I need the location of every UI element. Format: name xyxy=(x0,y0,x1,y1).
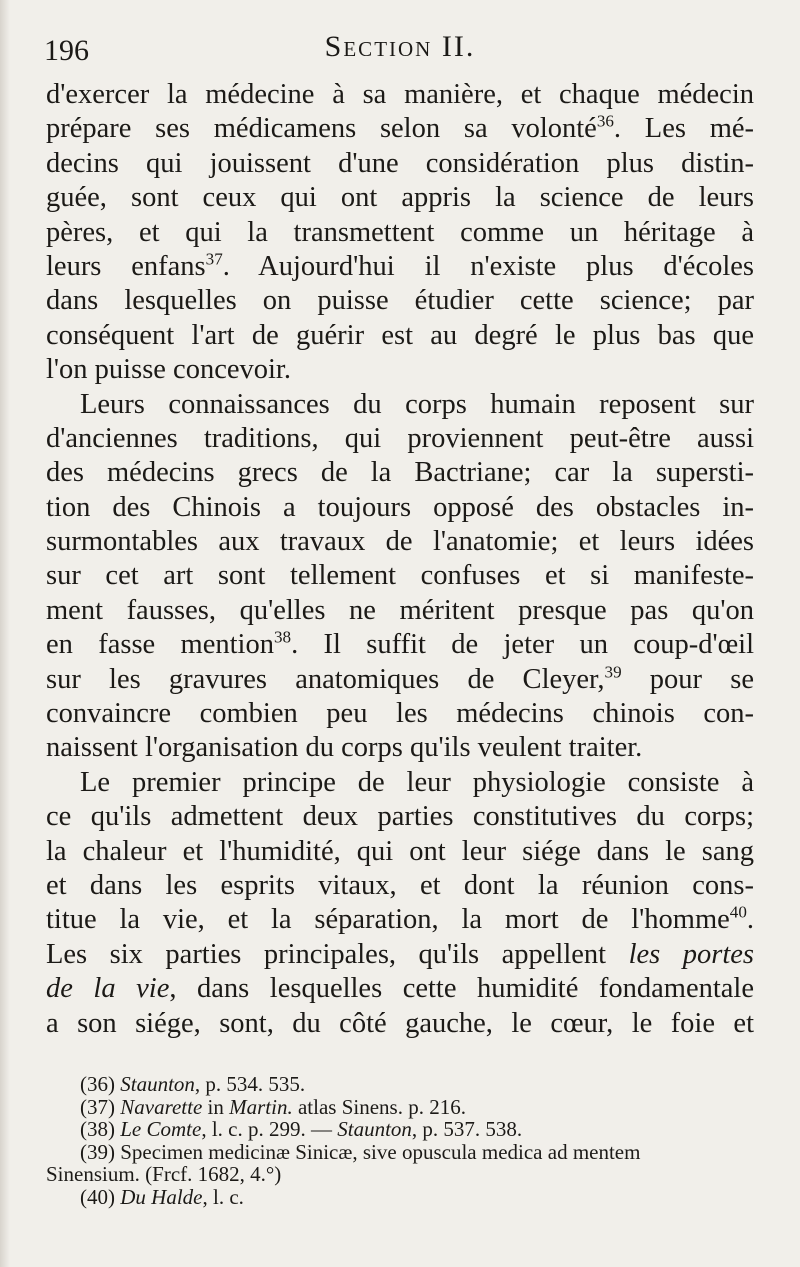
page-edge-shadow xyxy=(0,0,10,1267)
line-text: ce qu'ils admettent deux parties constitutives du corps; xyxy=(46,801,754,833)
text-line xyxy=(46,216,754,250)
line-text: . Les mé- xyxy=(613,113,754,145)
footnote-author: Staunton xyxy=(337,1117,412,1141)
footnote-number: (36) xyxy=(80,1072,121,1096)
text-line xyxy=(46,972,754,1006)
line-text: d'exercer la médecine à sa manière, et chaque médecin xyxy=(46,79,754,110)
text-line xyxy=(46,284,754,318)
line-text: ment fausses, qu'elles ne méritent presque pas qu'on xyxy=(46,594,754,626)
footnote-text: , p. 534. 535. xyxy=(194,1072,306,1096)
line-text: a son siége, sont, du côté gauche, le cœur, le foie et xyxy=(46,1007,754,1039)
footnote-text: Sinensium. (Frcf. 1682, 4.°) xyxy=(46,1162,282,1186)
line-text: Leurs connaissances du corps humain reposent sur xyxy=(80,388,754,420)
page-number: 196 xyxy=(44,34,89,67)
line-text: sur cet art sont tellement confuses et si manifeste- xyxy=(46,560,754,592)
footnote-number: (40) xyxy=(80,1184,121,1209)
footnote-marker: 40 xyxy=(729,903,747,922)
text-line xyxy=(46,456,754,490)
line-text: guée, sont ceux qui ont appris la science de leurs xyxy=(46,182,754,214)
italic-phrase: les portes xyxy=(628,938,754,970)
footnote-marker: 39 xyxy=(604,662,622,682)
footnote-number: (38) xyxy=(80,1117,121,1141)
text-line xyxy=(46,1007,754,1041)
footnote xyxy=(46,1141,758,1164)
footnote xyxy=(46,1118,758,1141)
text-line xyxy=(46,628,754,662)
line-text: tion des Chinois a toujours opposé des obstacles in- xyxy=(46,491,754,523)
footnote-author: Navarette xyxy=(120,1094,203,1119)
text-line xyxy=(46,112,754,146)
line-text: pères, et qui la transmettent comme un héritage à xyxy=(46,216,754,248)
text-line xyxy=(46,353,754,387)
text-line xyxy=(46,525,754,559)
footnote xyxy=(46,1096,758,1119)
text-line xyxy=(46,181,754,215)
running-head: Section II. xyxy=(324,30,476,63)
line-text: naissent l'organisation du corps qu'ils veulent traiter. xyxy=(46,732,643,764)
line-text: conséquent l'art de guérir est au degré le plus bas que xyxy=(46,319,754,351)
line-text: l'on puisse concevoir. xyxy=(46,354,291,386)
text-line xyxy=(46,250,754,284)
line-text: sur les gravures anatomiques de Cleyer, xyxy=(46,663,605,695)
footnote-marker: 36 xyxy=(596,112,614,131)
text-line xyxy=(46,663,754,697)
text-line xyxy=(46,869,754,903)
line-text: dans lesquelles on puisse étudier cette science; par xyxy=(46,285,754,317)
line-text: , dans lesquelles cette humidité fondamentale xyxy=(169,973,754,1005)
footnote xyxy=(46,1163,758,1186)
footnote-text: , l. c. xyxy=(202,1184,244,1209)
footnote-author: Martin. xyxy=(229,1094,293,1119)
line-text: decins qui jouissent d'une considération plus distin- xyxy=(46,147,754,179)
italic-phrase: de la vie xyxy=(46,973,170,1005)
text-line xyxy=(46,422,754,456)
line-text: des médecins grecs de la Bactriane; car la supersti- xyxy=(46,457,754,489)
footnotes xyxy=(46,1073,758,1208)
line-text: Le premier principe de leur physiologie consiste à xyxy=(80,766,754,798)
line-text: . xyxy=(746,904,754,936)
text-line xyxy=(46,938,754,972)
line-text: prépare ses médicamens selon sa volonté xyxy=(46,113,597,145)
footnote-author: Du Halde xyxy=(120,1184,203,1209)
text-line xyxy=(46,903,754,937)
line-text: surmontables aux travaux de l'anatomie; et leurs idées xyxy=(46,526,754,558)
line-text: en fasse mention xyxy=(46,629,274,661)
line-text: . Il suffit de jeter un coup-d'œil xyxy=(291,629,754,661)
line-text: convaincre combien peu les médecins chinois con- xyxy=(46,698,754,730)
text-line xyxy=(46,78,754,112)
line-text: et dans les esprits vitaux, et dont la réunion cons- xyxy=(46,869,754,901)
text-line xyxy=(46,835,754,869)
line-text: titue la vie, et la séparation, la mort de l'homme xyxy=(46,904,730,936)
footnote-marker: 37 xyxy=(205,249,223,269)
line-text: pour se xyxy=(621,663,754,695)
footnote-marker: 38 xyxy=(273,628,292,647)
line-text: leurs enfans xyxy=(46,250,206,282)
text-line xyxy=(46,731,754,765)
text-line xyxy=(46,594,754,628)
footnote-text: , p. 537. 538. xyxy=(411,1117,523,1141)
footnote-text: atlas Sinens. p. 216. xyxy=(292,1094,466,1119)
footnote-text: , l. c. p. 299. — xyxy=(201,1117,338,1141)
footnote-number: (37) xyxy=(80,1094,121,1119)
text-line xyxy=(46,766,754,800)
text-line xyxy=(46,491,754,525)
footnote-number: (39) xyxy=(80,1139,121,1164)
footnote xyxy=(46,1073,758,1096)
line-text: Les six parties principales, qu'ils appellent xyxy=(46,938,629,970)
text-line xyxy=(46,319,754,353)
footnote-author: Staunton xyxy=(120,1072,195,1096)
text-line xyxy=(46,559,754,593)
body-text xyxy=(46,78,754,1041)
text-line xyxy=(46,388,754,422)
line-text: d'anciennes traditions, qui proviennent peut-être aussi xyxy=(46,422,754,454)
footnote xyxy=(46,1186,758,1209)
line-text: la chaleur et l'humidité, qui ont leur siége dans le sang xyxy=(46,835,754,867)
line-text: . Aujourd'hui il n'existe plus d'écoles xyxy=(222,250,754,282)
text-line xyxy=(46,800,754,834)
footnote-text: Specimen medicinæ Sinicæ, sive opuscula medica ad mentem xyxy=(120,1139,641,1164)
page-header xyxy=(44,30,756,74)
footnote-text: in xyxy=(202,1094,230,1119)
text-line xyxy=(46,697,754,731)
footnote-author: Le Comte xyxy=(120,1117,202,1141)
text-line xyxy=(46,147,754,181)
